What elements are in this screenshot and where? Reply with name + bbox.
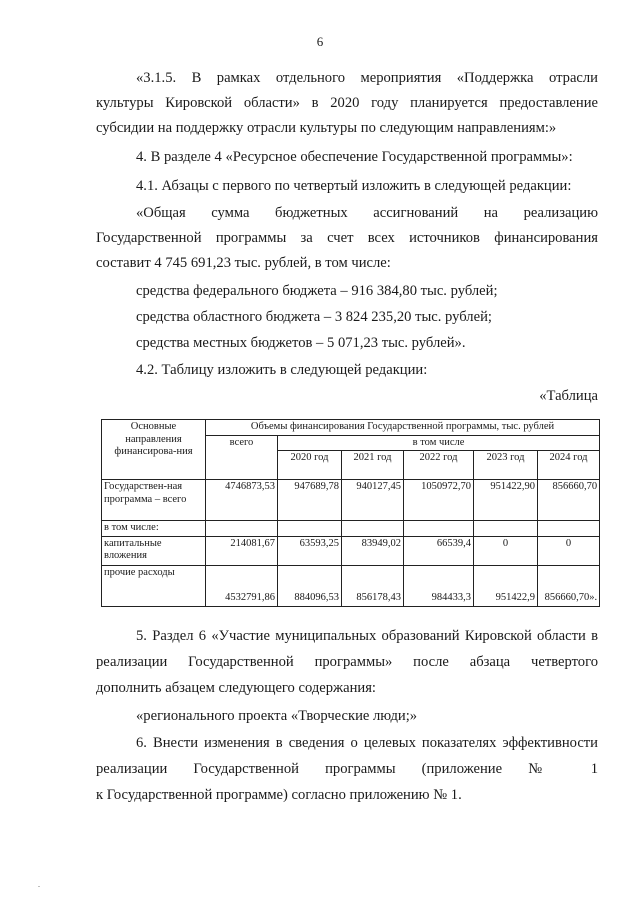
paragraph-section-6-line-1: 5. Раздел 6 «Участие муниципальных образований Кировской области в: [136, 628, 598, 644]
row-total: 4532791,86: [206, 565, 278, 606]
row-value: [278, 521, 342, 537]
row-value: 83949,02: [342, 536, 404, 565]
row-value: 947689,78: [278, 480, 342, 521]
paragraph-total-line-2: Государственной программы за счет всех источников финансирования: [96, 230, 598, 246]
paragraph-item-6-line-1: 6. Внести изменения в сведения о целевых показателях эффективности: [136, 735, 598, 751]
row-value: 1050972,70: [404, 480, 474, 521]
row-value: 856660,70».: [538, 565, 600, 606]
table-label: «Таблица: [539, 388, 598, 404]
row-value: 63593,25: [278, 536, 342, 565]
row-value: 0: [538, 536, 600, 565]
table-row: [102, 521, 600, 537]
row-value: 940127,45: [342, 480, 404, 521]
row-value: 951422,9: [474, 565, 538, 606]
row-label: Государствен-ная программа – всего: [102, 480, 206, 521]
row-value: 951422,90: [474, 480, 538, 521]
table-header-row-1: [102, 420, 600, 436]
row-value: [342, 521, 404, 537]
paragraph-federal-budget: средства федерального бюджета – 916 384,80 тыс. рублей;: [136, 283, 498, 299]
row-total: 4746873,53: [206, 480, 278, 521]
paragraph-section-6-line-2: реализации Государственной программы» после абзаца четвертого: [96, 654, 598, 670]
paragraph-section-4: 4. В разделе 4 «Ресурсное обеспечение Государственной программы»:: [136, 149, 573, 165]
row-label: в том числе:: [102, 521, 206, 537]
row-total: [206, 521, 278, 537]
paragraph-total-line-1: «Общая сумма бюджетных ассигнований на реализацию: [136, 205, 598, 221]
row-value: 0: [474, 536, 538, 565]
row-value: 66539,4: [404, 536, 474, 565]
row-value: 856178,43: [342, 565, 404, 606]
paragraph-regional-budget: средства областного бюджета – 3 824 235,20 тыс. рублей;: [136, 309, 492, 325]
header-volumes: Объемы финансирования Государственной программы, тыс. рублей: [206, 420, 600, 436]
row-value: [538, 521, 600, 537]
paragraph-local-budget: средства местных бюджетов – 5 071,23 тыс. рублей».: [136, 335, 466, 351]
paragraph-total-line-3: составит 4 745 691,23 тыс. рублей, в том числе:: [96, 255, 391, 271]
header-including: в том числе: [278, 435, 600, 451]
row-label: капитальные вложения: [102, 536, 206, 565]
row-value: [404, 521, 474, 537]
header-year: 2020 год: [278, 451, 342, 480]
table-row: [102, 480, 600, 521]
row-value: 884096,53: [278, 565, 342, 606]
header-total: всего: [206, 435, 278, 480]
paragraph-section-6-line-3: дополнить абзацем следующего содержания:: [96, 680, 376, 696]
table-row: [102, 536, 600, 565]
header-year: 2022 год: [404, 451, 474, 480]
paragraph-item-6-line-2: реализации Государственной программы (приложение № 1: [96, 761, 598, 777]
scan-mark: .: [38, 880, 40, 889]
row-total: 214081,67: [206, 536, 278, 565]
header-year: 2024 год: [538, 451, 600, 480]
header-directions: Основные направления финансирова-ния: [102, 420, 206, 480]
table-row: [102, 565, 600, 606]
paragraph-creative-people: «регионального проекта «Творческие люди;»: [136, 708, 418, 724]
row-value: [474, 521, 538, 537]
header-year: 2021 год: [342, 451, 404, 480]
row-value: 856660,70: [538, 480, 600, 521]
paragraph-4-1: 4.1. Абзацы с первого по четвертый изложить в следующей редакции:: [136, 178, 572, 194]
paragraph-3-1-5-line-2: культуры Кировской области» в 2020 году планируется предоставление: [96, 95, 598, 111]
paragraph-3-1-5-line-1: «3.1.5. В рамках отдельного мероприятия «Поддержка отрасли: [136, 70, 598, 86]
paragraph-item-6-line-3: к Государственной программе) согласно приложению № 1.: [96, 787, 462, 803]
financing-table: [101, 419, 600, 607]
row-label: прочие расходы: [102, 565, 206, 606]
page-number: 6: [316, 34, 324, 49]
row-value: 984433,3: [404, 565, 474, 606]
paragraph-3-1-5-line-3: субсидии на поддержку отрасли культуры по следующим направлениям:»: [96, 120, 557, 136]
header-year: 2023 год: [474, 451, 538, 480]
paragraph-4-2: 4.2. Таблицу изложить в следующей редакции:: [136, 362, 428, 378]
